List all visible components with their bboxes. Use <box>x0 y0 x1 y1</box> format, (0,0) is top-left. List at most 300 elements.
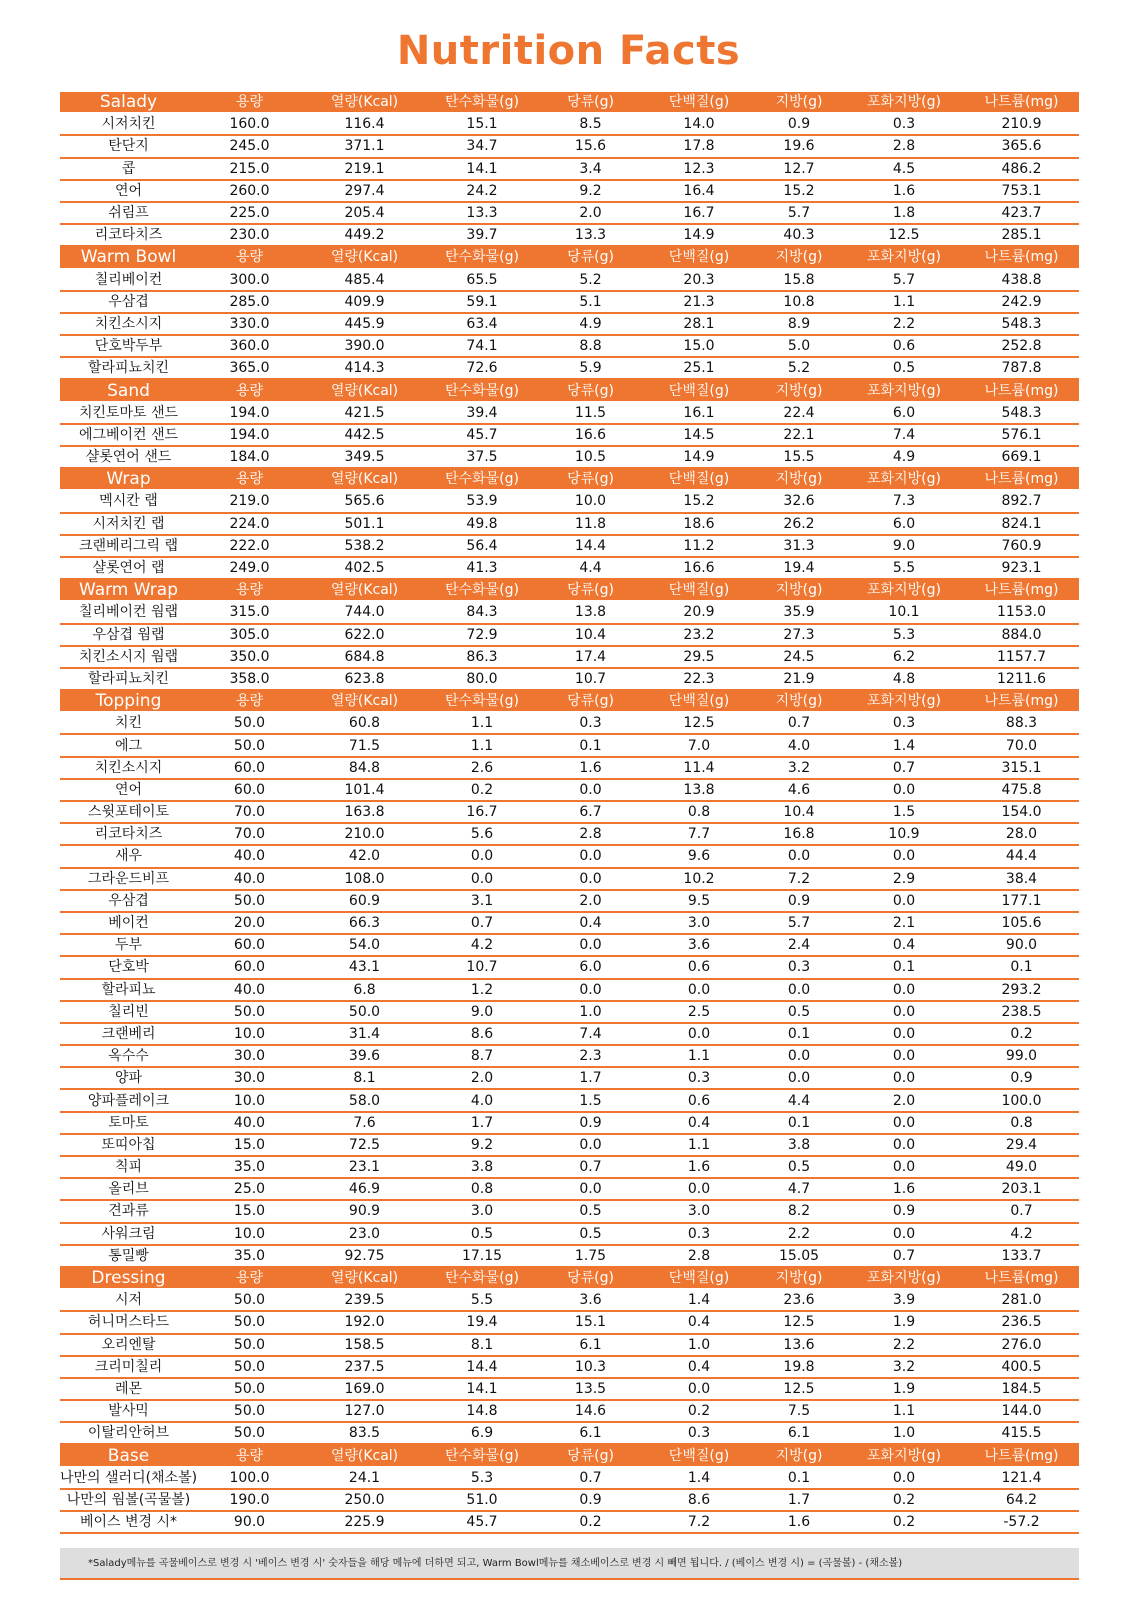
nutrient-value: 3.4 <box>537 158 644 180</box>
item-name: 크랜베리 <box>60 1023 197 1045</box>
nutrient-value: 10.0 <box>197 1223 302 1245</box>
nutrient-value: 12.5 <box>754 1378 844 1400</box>
nutrient-value: 1.6 <box>844 1178 964 1200</box>
nutrient-value: 8.9 <box>754 313 844 335</box>
nutrient-value: 0.9 <box>844 1200 964 1222</box>
nutrient-value: 5.2 <box>754 357 844 379</box>
nutrient-value: 158.5 <box>302 1334 427 1356</box>
column-header: 지방(g) <box>754 92 844 113</box>
nutrient-value: 40.0 <box>197 1112 302 1134</box>
section-title: Warm Bowl <box>60 246 197 268</box>
nutrient-value: 1153.0 <box>964 601 1079 623</box>
nutrient-value: 8.1 <box>427 1334 537 1356</box>
item-name: 견과류 <box>60 1200 197 1222</box>
nutrient-value: 0.9 <box>537 1489 644 1511</box>
nutrient-value: 90.0 <box>197 1511 302 1533</box>
nutrient-value: 24.2 <box>427 180 537 202</box>
item-name: 할라피뇨치킨 <box>60 357 197 379</box>
nutrient-value: 884.0 <box>964 624 1079 646</box>
nutrient-value: 12.5 <box>754 1311 844 1333</box>
nutrient-value: 163.8 <box>302 801 427 823</box>
nutrient-value: 400.5 <box>964 1356 1079 1378</box>
nutrient-value: 219.0 <box>197 490 302 512</box>
item-name: 두부 <box>60 934 197 956</box>
nutrient-value: 14.9 <box>644 446 754 468</box>
column-header: 용량 <box>197 468 302 490</box>
nutrient-value: 11.4 <box>644 757 754 779</box>
section-title: Topping <box>60 690 197 712</box>
nutrient-value: 20.9 <box>644 601 754 623</box>
column-header: 열량(Kcal) <box>302 379 427 401</box>
nutrient-value: 0.0 <box>537 845 644 867</box>
nutrient-value: 72.6 <box>427 357 537 379</box>
nutrient-value: 6.1 <box>537 1334 644 1356</box>
nutrient-value: 20.3 <box>644 269 754 291</box>
nutrient-value: 24.5 <box>754 646 844 668</box>
nutrient-value: 50.0 <box>302 1001 427 1023</box>
nutrient-value: 13.8 <box>537 601 644 623</box>
nutrient-value: 371.1 <box>302 135 427 157</box>
section-title: Salady <box>60 92 197 113</box>
nutrient-value: 8.8 <box>537 335 644 357</box>
column-header: 지방(g) <box>754 379 844 401</box>
nutrient-value: 0.0 <box>844 1223 964 1245</box>
column-header: 탄수화물(g) <box>427 690 537 712</box>
nutrient-value: 8.6 <box>427 1023 537 1045</box>
item-name: 칠리베이컨 웜랩 <box>60 601 197 623</box>
nutrient-value: 7.7 <box>644 823 754 845</box>
table-row <box>60 1134 1079 1156</box>
nutrient-value: 90.9 <box>302 1200 427 1222</box>
nutrient-value: 415.5 <box>964 1422 1079 1444</box>
table-row <box>60 1223 1079 1245</box>
nutrient-value: 548.3 <box>964 402 1079 424</box>
nutrient-value: 421.5 <box>302 402 427 424</box>
column-header: 탄수화물(g) <box>427 1267 537 1289</box>
nutrient-value: 0.1 <box>537 734 644 756</box>
nutrient-value: 10.2 <box>644 868 754 890</box>
table-row <box>60 490 1079 512</box>
nutrient-value: 330.0 <box>197 313 302 335</box>
nutrient-value: 8.7 <box>427 1045 537 1067</box>
nutrient-value: 538.2 <box>302 535 427 557</box>
column-header: 나트륨(mg) <box>964 690 1079 712</box>
nutrient-value: 12.5 <box>844 224 964 246</box>
nutrient-value: 9.2 <box>537 180 644 202</box>
nutrient-value: 40.3 <box>754 224 844 246</box>
nutrient-value: 23.2 <box>644 624 754 646</box>
nutrient-value: 276.0 <box>964 1334 1079 1356</box>
table-row <box>60 1400 1079 1422</box>
nutrient-value: 5.7 <box>844 269 964 291</box>
nutrient-value: 83.5 <box>302 1422 427 1444</box>
nutrient-value: 18.6 <box>644 513 754 535</box>
item-name: 치킨소시지 <box>60 313 197 335</box>
nutrient-value: 17.15 <box>427 1245 537 1267</box>
item-name: 올리브 <box>60 1178 197 1200</box>
column-header: 열량(Kcal) <box>302 690 427 712</box>
nutrient-value: 1.7 <box>537 1067 644 1089</box>
nutrient-value: 30.0 <box>197 1067 302 1089</box>
nutrient-value: 5.9 <box>537 357 644 379</box>
nutrient-value: 35.0 <box>197 1156 302 1178</box>
nutrient-value: 0.4 <box>644 1311 754 1333</box>
nutrient-value: 15.6 <box>537 135 644 157</box>
nutrient-value: 1.4 <box>844 734 964 756</box>
column-header: 단백질(g) <box>644 579 754 601</box>
nutrient-value: 88.3 <box>964 712 1079 734</box>
table-row <box>60 1067 1079 1089</box>
nutrient-value: 50.0 <box>197 1378 302 1400</box>
nutrient-value: 297.4 <box>302 180 427 202</box>
nutrient-value: 14.1 <box>427 158 537 180</box>
table-row <box>60 446 1079 468</box>
nutrient-value: 6.8 <box>302 979 427 1001</box>
nutrient-value: 293.2 <box>964 979 1079 1001</box>
nutrient-value: 49.0 <box>964 1156 1079 1178</box>
nutrient-value: 445.9 <box>302 313 427 335</box>
item-name: 샬롯연어 샌드 <box>60 446 197 468</box>
table-row <box>60 1089 1079 1111</box>
nutrient-value: 27.3 <box>754 624 844 646</box>
nutrient-value: 1.4 <box>644 1467 754 1489</box>
nutrient-value: 2.9 <box>844 868 964 890</box>
item-name: 치킨소시지 <box>60 757 197 779</box>
nutrient-value: 43.1 <box>302 956 427 978</box>
nutrient-value: 23.0 <box>302 1223 427 1245</box>
nutrient-value: 7.4 <box>844 424 964 446</box>
nutrient-value: 25.1 <box>644 357 754 379</box>
nutrient-value: 0.2 <box>844 1489 964 1511</box>
nutrient-value: 0.0 <box>644 979 754 1001</box>
nutrient-value: 0.4 <box>844 934 964 956</box>
nutrient-value: 0.9 <box>754 890 844 912</box>
nutrient-value: 1.1 <box>427 712 537 734</box>
nutrient-value: 40.0 <box>197 979 302 1001</box>
item-name: 베이스 변경 시* <box>60 1511 197 1533</box>
nutrient-value: 475.8 <box>964 779 1079 801</box>
table-row <box>60 535 1079 557</box>
item-name: 발사믹 <box>60 1400 197 1422</box>
nutrient-value: 35.9 <box>754 601 844 623</box>
column-header: 나트륨(mg) <box>964 92 1079 113</box>
item-name: 이탈리안허브 <box>60 1422 197 1444</box>
column-header: 지방(g) <box>754 246 844 268</box>
column-header: 열량(Kcal) <box>302 246 427 268</box>
nutrient-value: 6.2 <box>844 646 964 668</box>
item-name: 나만의 웜볼(곡물볼) <box>60 1489 197 1511</box>
item-name: 우삼겹 웜랩 <box>60 624 197 646</box>
nutrient-value: 16.7 <box>644 202 754 224</box>
nutrient-value: 23.6 <box>754 1289 844 1311</box>
column-header: 포화지방(g) <box>844 1444 964 1466</box>
nutrient-value: 41.3 <box>427 557 537 579</box>
nutrient-value: 2.0 <box>537 202 644 224</box>
nutrient-value: 0.0 <box>844 890 964 912</box>
column-header: 탄수화물(g) <box>427 92 537 113</box>
nutrient-value: 60.8 <box>302 712 427 734</box>
nutrient-value: 4.4 <box>537 557 644 579</box>
nutrient-value: 215.0 <box>197 158 302 180</box>
nutrient-value: 4.9 <box>537 313 644 335</box>
nutrient-value: 0.0 <box>844 1045 964 1067</box>
item-name: 쉬림프 <box>60 202 197 224</box>
section-header-row <box>60 579 1079 601</box>
nutrient-value: 5.5 <box>844 557 964 579</box>
nutrient-value: 15.5 <box>754 446 844 468</box>
item-name: 콥 <box>60 158 197 180</box>
nutrient-value: 7.3 <box>844 490 964 512</box>
nutrient-value: 39.6 <box>302 1045 427 1067</box>
nutrient-value: 0.3 <box>754 956 844 978</box>
nutrient-value: 300.0 <box>197 269 302 291</box>
nutrient-value: 14.1 <box>427 1378 537 1400</box>
column-header: 단백질(g) <box>644 1444 754 1466</box>
nutrient-value: 4.7 <box>754 1178 844 1200</box>
table-row <box>60 845 1079 867</box>
table-row <box>60 1178 1079 1200</box>
nutrient-value: 38.4 <box>964 868 1079 890</box>
nutrient-value: 3.2 <box>754 757 844 779</box>
column-header: 탄수화물(g) <box>427 579 537 601</box>
nutrient-value: 58.0 <box>302 1089 427 1111</box>
nutrient-value: 787.8 <box>964 357 1079 379</box>
nutrient-value: 90.0 <box>964 934 1079 956</box>
table-row <box>60 1289 1079 1311</box>
table-row <box>60 757 1079 779</box>
item-name: 치킨 <box>60 712 197 734</box>
nutrient-value: 438.8 <box>964 269 1079 291</box>
nutrient-value: 14.0 <box>644 113 754 135</box>
nutrient-value: 5.1 <box>537 291 644 313</box>
nutrient-value: 0.0 <box>754 1067 844 1089</box>
nutrient-value: 623.8 <box>302 668 427 690</box>
nutrient-value: 121.4 <box>964 1467 1079 1489</box>
nutrient-value: 0.0 <box>844 1001 964 1023</box>
section-header-row <box>60 246 1079 268</box>
nutrient-value: 13.5 <box>537 1378 644 1400</box>
nutrient-value: 17.4 <box>537 646 644 668</box>
table-row <box>60 291 1079 313</box>
nutrient-value: 13.8 <box>644 779 754 801</box>
nutrient-value: 10.7 <box>537 668 644 690</box>
nutrient-value: 760.9 <box>964 535 1079 557</box>
table-row <box>60 1001 1079 1023</box>
nutrient-value: 0.0 <box>844 1156 964 1178</box>
nutrient-value: 6.1 <box>754 1422 844 1444</box>
item-name: 토마토 <box>60 1112 197 1134</box>
nutrient-value: 349.5 <box>302 446 427 468</box>
item-name: 레몬 <box>60 1378 197 1400</box>
item-name: 허니머스타드 <box>60 1311 197 1333</box>
item-name: 그라운드비프 <box>60 868 197 890</box>
nutrient-value: 21.9 <box>754 668 844 690</box>
nutrient-value: 1.9 <box>844 1311 964 1333</box>
nutrient-value: 1.2 <box>427 979 537 1001</box>
nutrient-value: 60.9 <box>302 890 427 912</box>
nutrient-value: 15.1 <box>427 113 537 135</box>
nutrient-value: 16.1 <box>644 402 754 424</box>
nutrient-value: 11.5 <box>537 402 644 424</box>
nutrient-value: 101.4 <box>302 779 427 801</box>
nutrient-value: 0.1 <box>844 956 964 978</box>
nutrient-value: 15.1 <box>537 1311 644 1333</box>
column-header: 당류(g) <box>537 1267 644 1289</box>
nutrient-value: 60.0 <box>197 934 302 956</box>
nutrient-value: 40.0 <box>197 868 302 890</box>
nutrient-value: 5.7 <box>754 912 844 934</box>
nutrient-value: 100.0 <box>964 1089 1079 1111</box>
column-header: 지방(g) <box>754 1267 844 1289</box>
nutrient-value: 14.5 <box>644 424 754 446</box>
nutrient-value: 5.6 <box>427 823 537 845</box>
nutrient-value: 10.3 <box>537 1356 644 1378</box>
nutrient-value: 205.4 <box>302 202 427 224</box>
nutrient-value: 0.2 <box>964 1023 1079 1045</box>
nutrient-value: 0.0 <box>844 1023 964 1045</box>
nutrient-value: 8.5 <box>537 113 644 135</box>
nutrient-value: 184.0 <box>197 446 302 468</box>
column-header: 지방(g) <box>754 690 844 712</box>
table-row <box>60 979 1079 1001</box>
nutrient-value: 6.7 <box>537 801 644 823</box>
nutrient-value: 13.6 <box>754 1334 844 1356</box>
nutrient-value: 0.2 <box>537 1511 644 1533</box>
nutrient-value: 0.3 <box>644 1223 754 1245</box>
nutrient-value: 30.0 <box>197 1045 302 1067</box>
nutrient-value: 236.5 <box>964 1311 1079 1333</box>
nutrient-value: 6.0 <box>537 956 644 978</box>
nutrient-value: 1.1 <box>427 734 537 756</box>
column-header: 나트륨(mg) <box>964 579 1079 601</box>
nutrient-value: 192.0 <box>302 1311 427 1333</box>
nutrient-value: 0.0 <box>754 845 844 867</box>
nutrient-value: 4.5 <box>844 158 964 180</box>
nutrient-value: 249.0 <box>197 557 302 579</box>
nutrient-value: 3.6 <box>537 1289 644 1311</box>
nutrient-value: 12.7 <box>754 158 844 180</box>
item-name: 단호박두부 <box>60 335 197 357</box>
nutrient-value: 37.5 <box>427 446 537 468</box>
nutrient-value: 40.0 <box>197 845 302 867</box>
item-name: 양파 <box>60 1067 197 1089</box>
section-header-row <box>60 1444 1079 1466</box>
table-row <box>60 668 1079 690</box>
column-header: 열량(Kcal) <box>302 92 427 113</box>
column-header: 용량 <box>197 379 302 401</box>
column-header: 용량 <box>197 690 302 712</box>
nutrient-value: 65.5 <box>427 269 537 291</box>
item-name: 할라피뇨 <box>60 979 197 1001</box>
nutrient-value: 0.0 <box>537 868 644 890</box>
nutrient-value: 15.0 <box>197 1134 302 1156</box>
nutrient-value: 31.3 <box>754 535 844 557</box>
nutrient-value: 5.7 <box>754 202 844 224</box>
column-header: 열량(Kcal) <box>302 579 427 601</box>
nutrition-table <box>60 92 1079 1534</box>
nutrient-value: -57.2 <box>964 1511 1079 1533</box>
nutrient-value: 63.4 <box>427 313 537 335</box>
nutrient-value: 100.0 <box>197 1467 302 1489</box>
section-header-row <box>60 690 1079 712</box>
column-header: 용량 <box>197 92 302 113</box>
column-header: 탄수화물(g) <box>427 379 537 401</box>
nutrient-value: 0.0 <box>537 979 644 1001</box>
nutrient-value: 486.2 <box>964 158 1079 180</box>
table-row <box>60 557 1079 579</box>
nutrient-value: 50.0 <box>197 1289 302 1311</box>
nutrient-value: 99.0 <box>964 1045 1079 1067</box>
column-header: 포화지방(g) <box>844 690 964 712</box>
nutrient-value: 1.5 <box>537 1089 644 1111</box>
nutrient-value: 22.4 <box>754 402 844 424</box>
item-name: 칠리빈 <box>60 1001 197 1023</box>
table-row <box>60 1334 1079 1356</box>
nutrient-value: 177.1 <box>964 890 1079 912</box>
nutrient-value: 224.0 <box>197 513 302 535</box>
nutrient-value: 15.0 <box>644 335 754 357</box>
page-title: Nutrition Facts <box>396 28 741 74</box>
table-row <box>60 335 1079 357</box>
nutrient-value: 1.1 <box>644 1134 754 1156</box>
nutrient-value: 2.2 <box>754 1223 844 1245</box>
column-header: 당류(g) <box>537 246 644 268</box>
nutrient-value: 1.6 <box>754 1511 844 1533</box>
nutrient-value: 0.3 <box>844 113 964 135</box>
nutrient-value: 7.2 <box>644 1511 754 1533</box>
nutrient-value: 350.0 <box>197 646 302 668</box>
nutrient-value: 1.7 <box>754 1489 844 1511</box>
nutrient-value: 2.8 <box>844 135 964 157</box>
nutrient-value: 0.9 <box>964 1067 1079 1089</box>
nutrient-value: 1.4 <box>644 1289 754 1311</box>
nutrient-value: 0.4 <box>644 1112 754 1134</box>
nutrient-value: 10.7 <box>427 956 537 978</box>
nutrient-value: 3.0 <box>644 1200 754 1222</box>
item-name: 치킨소시지 웜랩 <box>60 646 197 668</box>
nutrient-value: 1.5 <box>844 801 964 823</box>
nutrient-value: 423.7 <box>964 202 1079 224</box>
item-name: 옥수수 <box>60 1045 197 1067</box>
nutrient-value: 669.1 <box>964 446 1079 468</box>
nutrient-value: 70.0 <box>964 734 1079 756</box>
nutrient-value: 19.6 <box>754 135 844 157</box>
table-row <box>60 269 1079 291</box>
nutrient-value: 4.0 <box>427 1089 537 1111</box>
nutrient-value: 29.5 <box>644 646 754 668</box>
nutrient-value: 285.0 <box>197 291 302 313</box>
column-header: 단백질(g) <box>644 468 754 490</box>
nutrient-value: 0.9 <box>537 1112 644 1134</box>
nutrient-value: 2.8 <box>644 1245 754 1267</box>
nutrient-value: 0.0 <box>644 1023 754 1045</box>
item-name: 연어 <box>60 180 197 202</box>
nutrient-value: 2.6 <box>427 757 537 779</box>
nutrient-value: 222.0 <box>197 535 302 557</box>
table-row <box>60 313 1079 335</box>
item-name: 통밀빵 <box>60 1245 197 1267</box>
table-row <box>60 712 1079 734</box>
nutrient-value: 6.0 <box>844 402 964 424</box>
column-header: 포화지방(g) <box>844 92 964 113</box>
nutrient-value: 409.9 <box>302 291 427 313</box>
item-name: 나만의 샐러디(채소볼) <box>60 1467 197 1489</box>
nutrient-value: 15.2 <box>644 490 754 512</box>
nutrient-value: 485.4 <box>302 269 427 291</box>
nutrient-value: 252.8 <box>964 335 1079 357</box>
nutrient-value: 9.2 <box>427 1134 537 1156</box>
nutrient-value: 0.0 <box>844 1067 964 1089</box>
